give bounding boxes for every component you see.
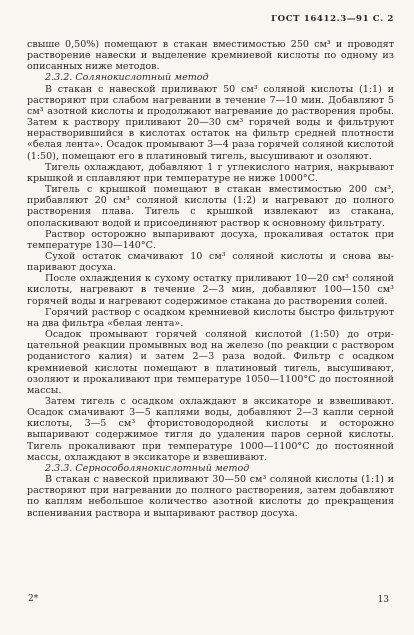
paragraph-3: В стакан с навеской приливают 50 см³ соляной кислоты (1:1) и растворяют при слабом нагревании в течение 7—10 мин. Добавляют 5 см³ азотной кислоты и продолжают нагревание до растворения пробы. Затем к раствору приливают 20—30 см³ горячей воды и фильтруют нерастворившийся в кислотах остаток на фильтр средней плотности «белая лента». Осадок промывают 3—4 раза горячей соляной кислотой (1:50), помещают его в платиновый тигель, высушивают и озоляют.: [27, 83, 394, 162]
paragraph-5: Тигель с крышкой помещают в стакан вместимостью 200 см³, прибавляют 20 см³ соляной кислоты (1:2) и нагревают до полного растворения плава. Тигель с крышкой извлекают из стакана, ополаскивают водой и присоединяют раствор к основному фильтрату.: [27, 184, 394, 229]
page-number: 13: [377, 595, 389, 605]
paragraph-4: Тигель охлаждают, добавляют 1 г углекислого натрия, накрывают крышкой и сплавляют при температуре не ниже 1000°С.: [27, 161, 394, 184]
page-signature-mark: 2*: [28, 594, 39, 604]
paragraph-6: Раствор осторожно выпаривают досуха, прокаливая остаток при температуре 130—140°С.: [27, 228, 394, 251]
paragraph-7: Сухой остаток смачивают 10 см³ соляной кислоты и снова выпаривают досуха.: [27, 250, 394, 274]
paragraph-13: В стакан с навеской приливают 30—50 см³ соляной кислоты (1:1) и растворяют при нагревании до полного растворения, затем добавляют по каплям небольшое количество азотной кислоты до прекращения вспенивания раствора и выпаривают раствор досуха.: [27, 474, 394, 519]
paragraph-11: Затем тигель с осадком охлаждают в эксикаторе и взвешивают. Осадок смачивают 3—5 каплями воды, добавляют 2—3 капли серной кислоты, 3—5 см³ фтористоводородной кислоты и осторожно выпаривают содержимое тигля до удаления паров серной кислоты. Тигель прокаливают при температуре 1000—1100°С до постоянной массы, охлаждают в эксикаторе и взвешивают.: [27, 396, 394, 463]
page-header: ГОСТ 16412.3—91 С. 2: [271, 14, 394, 24]
section-heading-2-3-2: 2.3.2. Солянокислотный метод: [45, 72, 209, 84]
paragraph-8: После охлаждения к сухому остатку приливают 10—20 см³ соляной кислоты, нагревают в течение 2—3 мин, добавляют 100—150 см³ горячей воды и нагревают содержимое стакана до растворения солей.: [27, 273, 394, 307]
paragraph-9: Горячий раствор с осадком кремниевой кислоты быстро фильтруют на два фильтра «белая лента».: [27, 306, 394, 329]
section-heading-2-3-3: 2.3.3. Сернособолянокислотный метод: [45, 462, 250, 474]
paragraph-1: свыше 0,50%) помещают в стакан вместимостью 250 см³ и проводят растворение навески и выделение кремниевой кислоты по одному из описанных ниже методов.: [27, 39, 394, 73]
document-body: [27, 39, 394, 519]
paragraph-10: Осадок промывают горячей соляной кислотой (1:50) до отрицательной реакции промывных вод на железо (по реакции с раствором роданистого калия) и затем 2—3 раза водой. Фильтр с осадком кремниевой кислоты помещают в платиновый тигель, высушивают, озоляют и прокаливают при температуре 1050—1100°С до постоянной массы.: [27, 329, 394, 396]
